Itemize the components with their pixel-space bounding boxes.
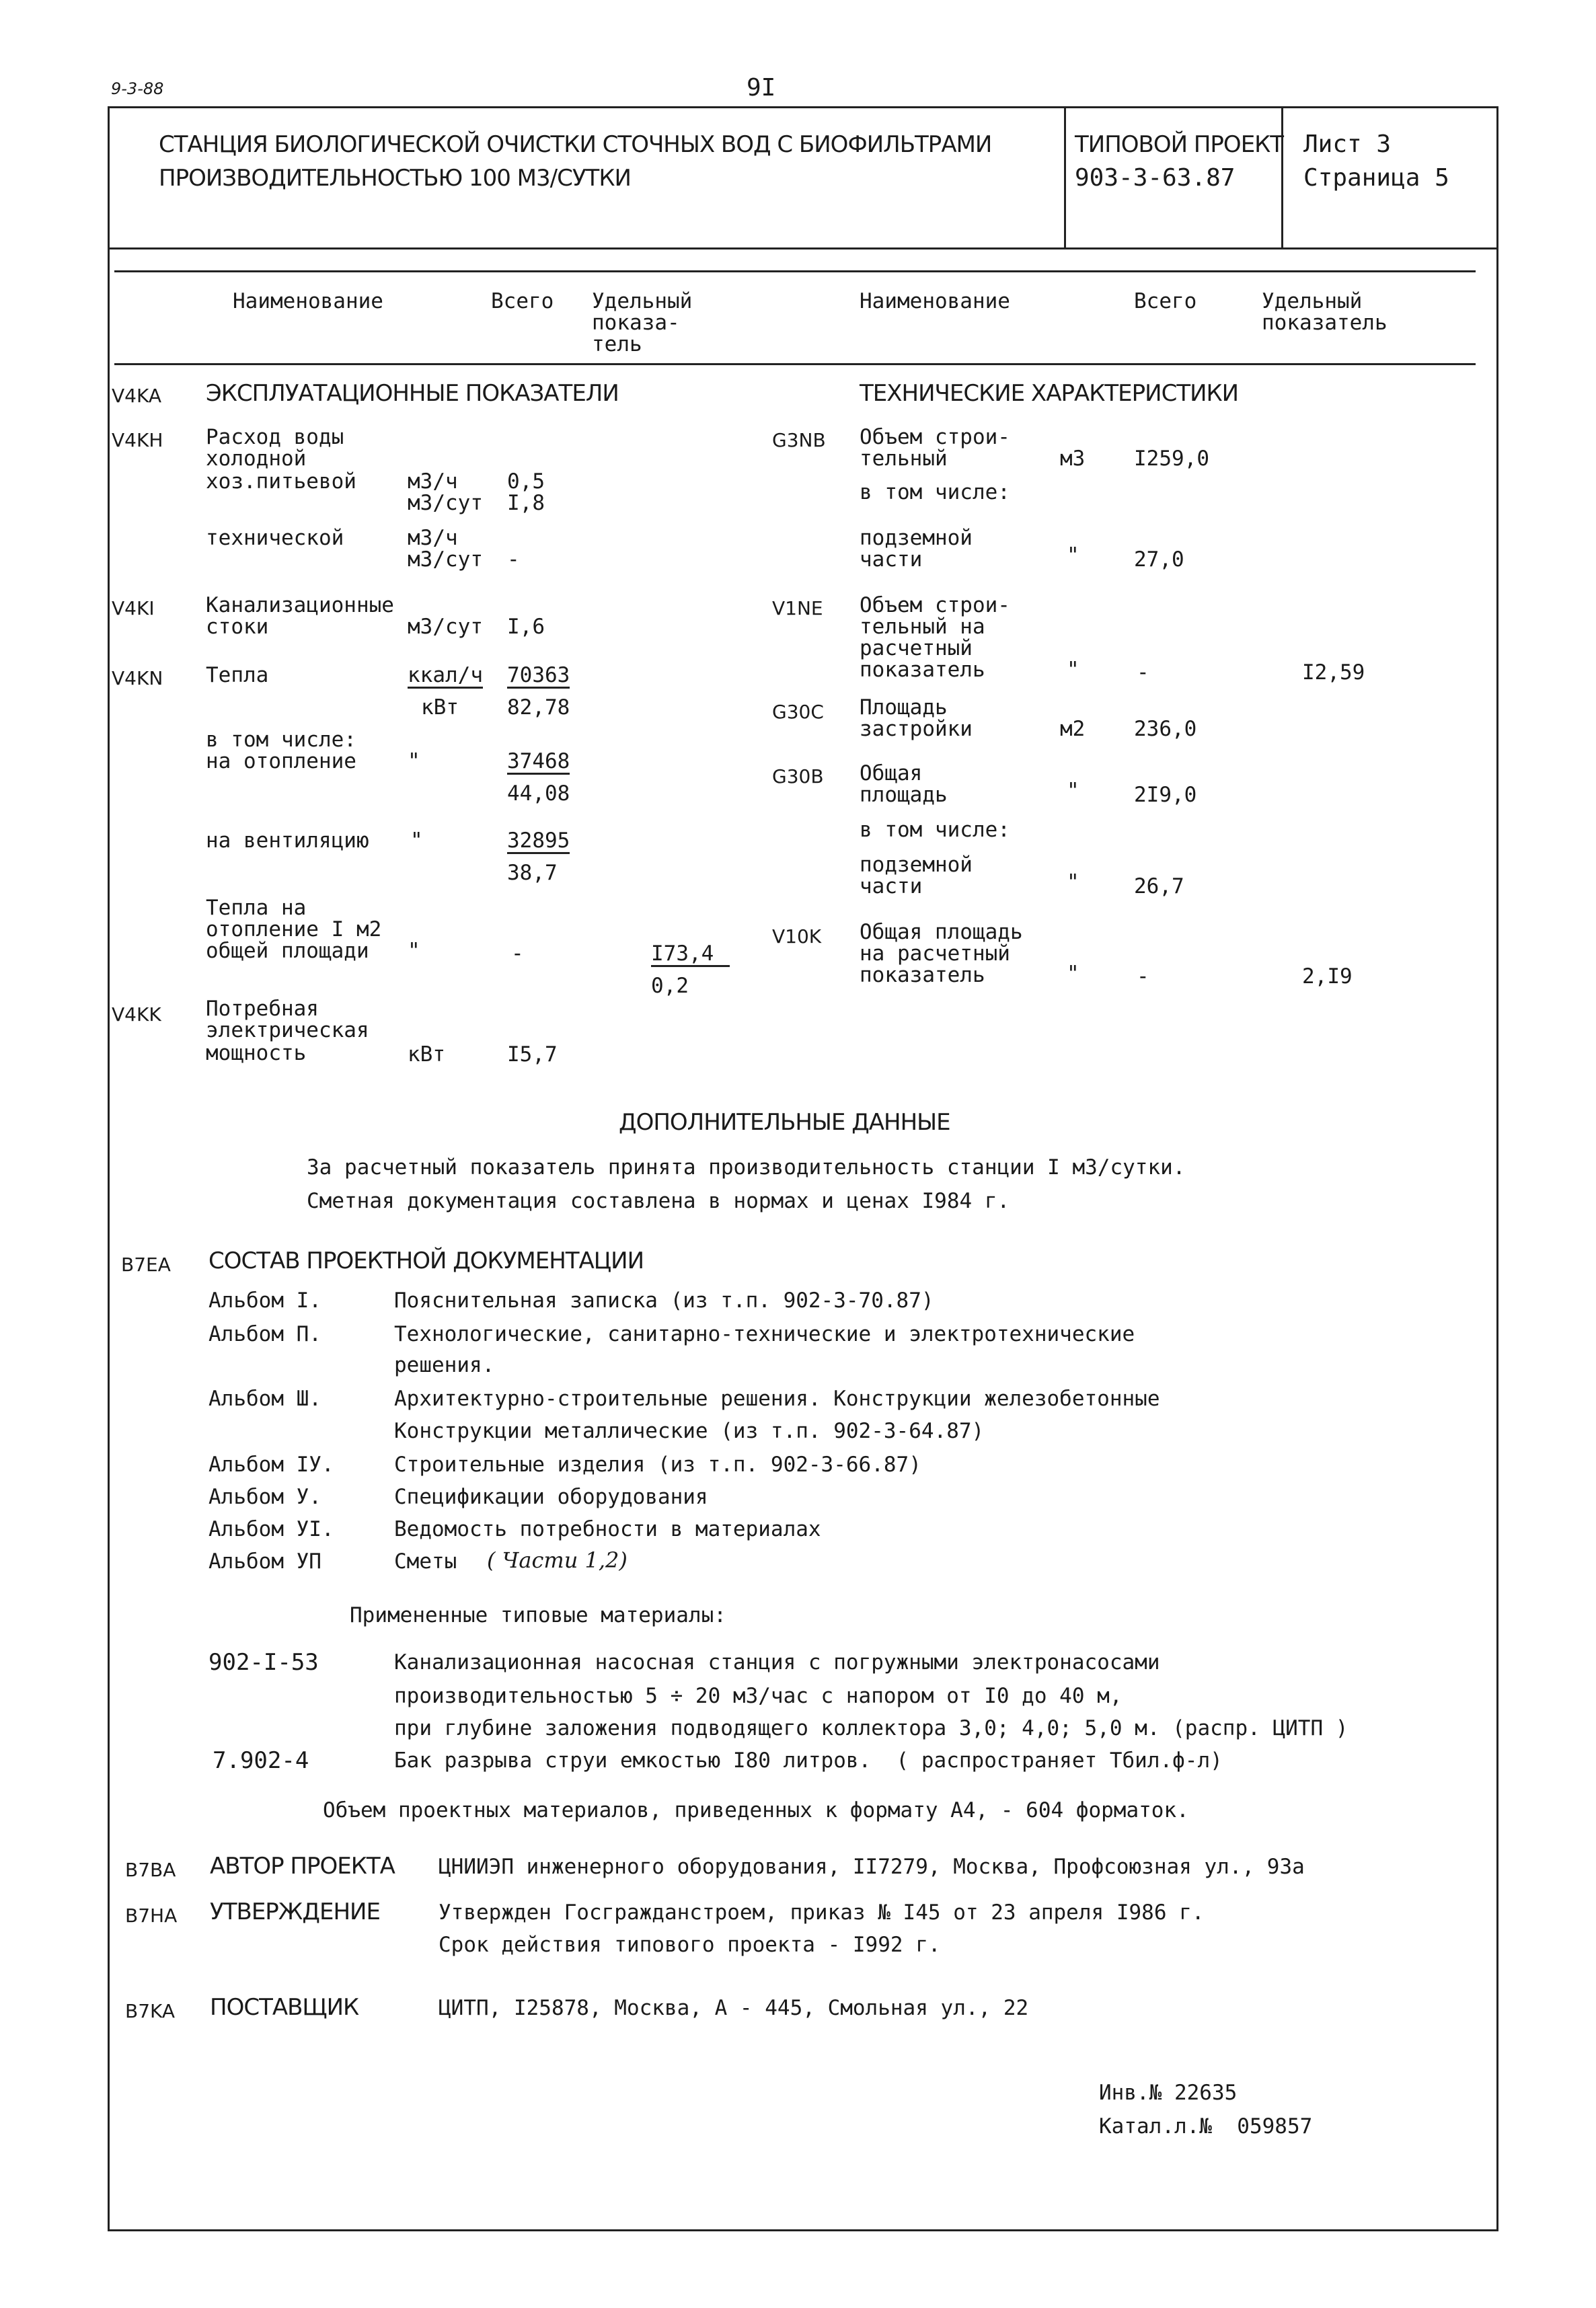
album-text: Конструкции металлические (из т.п. 902-3-64.87) bbox=[394, 1419, 985, 1443]
sheet-number: Лист 3 bbox=[1303, 130, 1392, 158]
additional-title: ДОПОЛНИТЕЛЬНЫЕ ДАННЫЕ bbox=[619, 1109, 950, 1136]
album-label: Альбом I. bbox=[208, 1288, 321, 1313]
area-spec-value: 2,I9 bbox=[1302, 964, 1353, 989]
composition-title: СОСТАВ ПРОЕКТНОЙ ДОКУМЕНТАЦИИ bbox=[208, 1247, 644, 1274]
supplier-label: ПОСТАВЩИК bbox=[210, 1994, 359, 2021]
total-area-label-2: площадь bbox=[860, 783, 948, 807]
approval-label: УТВЕРЖДЕНИЕ bbox=[210, 1898, 380, 1925]
additional-line-1: За расчетный показатель принята производительность станции I м3/сутки. bbox=[307, 1155, 1186, 1180]
power-label-1: Потребная bbox=[206, 997, 319, 1021]
water-unit-2: м3/сут bbox=[408, 491, 483, 515]
heat-vent-label: на вентиляцию bbox=[206, 829, 369, 853]
volume-label-1: Объем строи- bbox=[860, 425, 1010, 449]
col-header-left-specific-3: тель bbox=[592, 332, 642, 356]
inventory-number: Инв.№ 22635 bbox=[1099, 2081, 1238, 2105]
total-area-label-1: Общая bbox=[860, 761, 923, 785]
heat-per-m2-label-3: общей площади bbox=[206, 939, 369, 963]
power-value: I5,7 bbox=[507, 1042, 558, 1067]
heat-vent-value-1 bbox=[507, 830, 570, 854]
author-text: ЦНИИЭП инженерного оборудования, II7279, Москва, Профсоюзная ул., 93а bbox=[439, 1855, 1305, 1879]
applied-text: при глубине заложения подводящего коллектора 3,0; 4,0; 5,0 м. (распр. ЦИТП ) bbox=[394, 1716, 1348, 1740]
heat-unit-1-text: ккал/ч bbox=[408, 663, 483, 687]
power-label-2: электрическая bbox=[206, 1018, 369, 1042]
water-unit-1: м3/ч bbox=[408, 469, 458, 494]
section-operational: ЭКСПЛУАТАЦИОННЫЕ ПОКАЗАТЕЛИ bbox=[206, 380, 619, 407]
heat-per-m2-label-1: Тепла на bbox=[206, 896, 307, 920]
code-v4kk: V4KK bbox=[112, 1003, 161, 1026]
area-spec-label-3: показатель bbox=[860, 963, 985, 987]
total-area-value: 2I9,0 bbox=[1134, 783, 1197, 807]
code-g3nb: G3NB bbox=[772, 429, 826, 451]
area-spec-total: - bbox=[1137, 964, 1149, 989]
heat-unit-2: кВт bbox=[421, 695, 459, 720]
applied-title: Примененные типовые материалы: bbox=[350, 1603, 726, 1627]
table-header-top-rule bbox=[114, 270, 1476, 272]
heat-incl: в том числе: bbox=[206, 728, 356, 752]
table-header-bottom-rule bbox=[114, 363, 1476, 365]
heat-vent-value-1-text: 32895 bbox=[507, 829, 570, 853]
heat-per-m2-spec-2: 0,2 bbox=[651, 974, 689, 998]
album-label: Альбом IУ. bbox=[208, 1453, 334, 1477]
heat-heating-value-1-text: 37468 bbox=[507, 749, 570, 773]
sewage-unit: м3/сут bbox=[408, 615, 483, 639]
code-b7ka: B7KA bbox=[125, 2000, 176, 2022]
supplier-text: ЦИТП, I25878, Москва, А - 445, Смольная ул., 22 bbox=[439, 1996, 1029, 2020]
heat-heating-label: на отопление bbox=[206, 749, 356, 773]
page-label: Страница 5 bbox=[1303, 164, 1449, 192]
volume-value: I259,0 bbox=[1134, 447, 1209, 471]
heat-heating-value-1 bbox=[507, 751, 570, 775]
approval-line-1: Утвержден Госгражданстроем, приказ № I45 от 23 апреля I986 г. bbox=[439, 1900, 1205, 1925]
heat-per-m2-label-2: отопление I м2 bbox=[206, 917, 382, 941]
heat-per-m2-spec-1-text: I73,4 bbox=[651, 943, 730, 967]
author-label: АВТОР ПРОЕКТА bbox=[210, 1853, 395, 1880]
applied-text: производительностью 5 ÷ 20 м3/час с напором от I0 до 40 м, bbox=[394, 1684, 1123, 1708]
volume-spec-label-4: показатель bbox=[860, 658, 985, 682]
built-area-unit: м2 bbox=[1060, 717, 1086, 741]
album-text: Ведомость потребности в материалах bbox=[394, 1517, 821, 1541]
water-value-4: - bbox=[507, 547, 520, 572]
document-title-line1: СТАНЦИЯ БИОЛОГИЧЕСКОЙ ОЧИСТКИ СТОЧНЫХ ВОД С БИОФИЛЬТРАМИ bbox=[159, 131, 992, 158]
water-value-2: I,8 bbox=[507, 491, 545, 515]
volume-incl: в том числе: bbox=[860, 480, 1010, 504]
area-spec-unit: " bbox=[1067, 962, 1079, 986]
title-divider-2 bbox=[1281, 106, 1283, 249]
heat-value-1 bbox=[507, 664, 570, 689]
code-g30b: G30B bbox=[772, 765, 824, 787]
volume-spec-label-2: тельный на bbox=[860, 615, 985, 639]
project-number: 903-3-63.87 bbox=[1075, 164, 1236, 192]
heat-heating-value-2: 44,08 bbox=[507, 781, 570, 806]
heat-per-m2-total: - bbox=[511, 941, 524, 966]
col-header-left-specific-2: показа- bbox=[592, 311, 680, 335]
volume-note: Объем проектных материалов, приведенных к формату А4, - 604 форматок. bbox=[323, 1798, 1189, 1822]
margin-mark bbox=[108, 1278, 110, 1479]
heat-unit-1 bbox=[408, 664, 483, 689]
power-label-3: мощность bbox=[206, 1041, 307, 1065]
title-block-bottom bbox=[108, 247, 1498, 249]
album-label: Альбом У. bbox=[208, 1485, 321, 1509]
volume-under-value: 27,0 bbox=[1134, 547, 1184, 572]
corner-code: 9-3-88 bbox=[111, 79, 164, 98]
applied-text: Бак разрыва струи емкостью I80 литров. ( распространяет Тбил.ф-л) bbox=[394, 1748, 1223, 1773]
heat-heating-ditto: " bbox=[408, 749, 420, 773]
code-b7ba: B7BA bbox=[125, 1859, 176, 1881]
heat-vent-value-2: 38,7 bbox=[507, 861, 558, 885]
sewage-label-1: Канализационные bbox=[206, 593, 394, 617]
page-number: 9I bbox=[747, 74, 776, 102]
water-label-3: хоз.питьевой bbox=[206, 469, 356, 494]
sewage-label-2: стоки bbox=[206, 615, 269, 639]
heat-label: Тепла bbox=[206, 663, 269, 687]
built-area-value: 236,0 bbox=[1134, 717, 1197, 741]
water-unit-4: м3/сут bbox=[408, 547, 483, 572]
applied-code: 902-I-53 bbox=[208, 1649, 319, 1676]
total-area-under-label-2: части bbox=[860, 874, 923, 898]
col-header-right-specific-1: Удельный bbox=[1262, 289, 1363, 313]
total-area-under-value: 26,7 bbox=[1134, 874, 1184, 898]
volume-under-unit: " bbox=[1067, 543, 1079, 568]
water-value-1: 0,5 bbox=[507, 469, 545, 494]
col-header-left-total: Всего bbox=[491, 289, 554, 313]
col-header-right-total: Всего bbox=[1134, 289, 1197, 313]
volume-spec-label-1: Объем строи- bbox=[860, 593, 1010, 617]
title-divider-1 bbox=[1064, 106, 1066, 249]
col-header-right-specific-2: показатель bbox=[1262, 311, 1388, 335]
code-v4kh: V4KH bbox=[112, 429, 163, 451]
volume-under-label-1: подземной bbox=[860, 526, 973, 550]
total-area-unit: " bbox=[1067, 779, 1079, 803]
album-text: Строительные изделия (из т.п. 902-3-66.87) bbox=[394, 1453, 921, 1477]
total-area-under-unit: " bbox=[1067, 870, 1079, 894]
volume-spec-label-3: расчетный bbox=[860, 636, 973, 660]
album-text: Пояснительная записка (из т.п. 902-3-70.87) bbox=[394, 1288, 934, 1313]
total-area-incl: в том числе: bbox=[860, 818, 1010, 842]
code-v1ne: V1NE bbox=[772, 597, 823, 619]
code-b7ea: B7EA bbox=[121, 1254, 171, 1276]
catalog-number: Катал.л.№ 059857 bbox=[1099, 2114, 1313, 2139]
album-text: Технологические, санитарно-технические и электротехнические bbox=[394, 1322, 1135, 1346]
document-title-line2: ПРОИЗВОДИТЕЛЬНОСТЬЮ 100 М3/СУТКИ bbox=[159, 165, 631, 192]
album-text: Архитектурно-строительные решения. Конструкции железобетонные bbox=[394, 1387, 1160, 1411]
heat-value-2: 82,78 bbox=[507, 695, 570, 720]
heat-vent-ditto: " bbox=[410, 829, 423, 853]
built-area-label-1: Площадь bbox=[860, 695, 948, 720]
applied-text: Канализационная насосная станция с погружными электронасосами bbox=[394, 1650, 1160, 1675]
water-label-4: технической bbox=[206, 526, 344, 550]
volume-under-label-2: части bbox=[860, 547, 923, 572]
volume-spec-unit: " bbox=[1067, 658, 1079, 682]
volume-spec-value: I2,59 bbox=[1302, 660, 1365, 685]
additional-line-2: Сметная документация составлена в нормах и ценах I984 г. bbox=[307, 1189, 1010, 1213]
total-area-under-label-1: подземной bbox=[860, 853, 973, 877]
heat-value-1-text: 70363 bbox=[507, 663, 570, 687]
album-text: Сметы bbox=[394, 1549, 457, 1574]
col-header-left-name: Наименование bbox=[233, 289, 383, 313]
album-label: Альбом УП bbox=[208, 1549, 321, 1574]
section-technical: ТЕХНИЧЕСКИЕ ХАРАКТЕРИСТИКИ bbox=[860, 380, 1239, 407]
code-v4kn: V4KN bbox=[112, 667, 163, 689]
album-label: Альбом П. bbox=[208, 1322, 321, 1346]
album-label: Альбом УI. bbox=[208, 1517, 334, 1541]
smety-handwritten-note: ( Части 1,2) bbox=[487, 1547, 628, 1573]
water-unit-3: м3/ч bbox=[408, 526, 458, 550]
water-label-2: холодной bbox=[206, 447, 307, 471]
col-header-right-name: Наименование bbox=[860, 289, 1010, 313]
album-text: решения. bbox=[394, 1353, 495, 1377]
album-text: Спецификации оборудования bbox=[394, 1485, 708, 1509]
heat-per-m2-ditto: " bbox=[408, 939, 420, 963]
water-label-1: Расход воды bbox=[206, 425, 344, 449]
col-header-left-specific-1: Удельный bbox=[592, 289, 693, 313]
approval-line-2: Срок действия типового проекта - I992 г. bbox=[439, 1933, 941, 1957]
heat-per-m2-spec-1 bbox=[651, 943, 730, 967]
code-b7ha: B7HA bbox=[125, 1905, 178, 1927]
code-g30c: G30C bbox=[772, 701, 824, 723]
code-v10k: V10K bbox=[772, 925, 822, 948]
area-spec-label-2: на расчетный bbox=[860, 941, 1010, 966]
area-spec-label-1: Общая площадь bbox=[860, 920, 1023, 944]
project-label: ТИПОВОЙ ПРОЕКТ bbox=[1075, 131, 1284, 158]
volume-label-2: тельный bbox=[860, 447, 948, 471]
applied-code: 7.902-4 bbox=[213, 1747, 309, 1774]
volume-spec-total: - bbox=[1137, 660, 1149, 685]
volume-unit: м3 bbox=[1060, 447, 1086, 471]
power-unit: кВт bbox=[408, 1042, 445, 1067]
album-label: Альбом Ш. bbox=[208, 1387, 321, 1411]
sewage-value: I,6 bbox=[507, 615, 545, 639]
code-v4ki: V4KI bbox=[112, 597, 155, 619]
code-v4ka: V4KA bbox=[112, 385, 161, 407]
built-area-label-2: застройки bbox=[860, 717, 973, 741]
